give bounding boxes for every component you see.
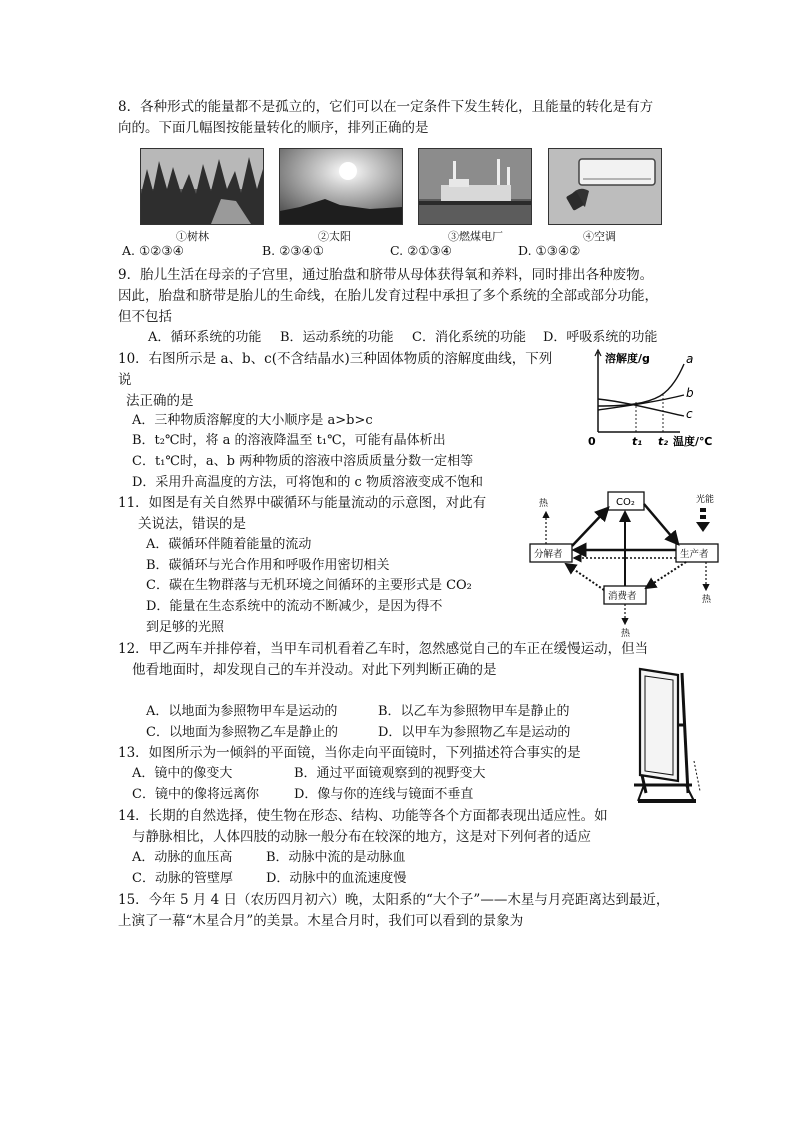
q10-option-d[interactable]: D．采用升高温度的方法，可将饱和的 c 物质溶液变成不饱和 xyxy=(132,475,483,490)
graph-t1: t₁ xyxy=(632,435,643,448)
q13-option-a[interactable]: A．镜中的像变大 xyxy=(132,766,233,781)
q10-stem-line2: 说 xyxy=(118,372,132,388)
q10-option-c[interactable]: C．t₁℃时，a、b 两种物质的溶液中溶质质量分数一定相等 xyxy=(132,454,474,469)
q9-option-c[interactable]: C．消化系统的功能 xyxy=(412,330,526,345)
q15-stem-line2: 上演了一幕“木星合月”的美景。木星合月时，我们可以看到的景象为 xyxy=(118,913,524,929)
decomposer-to-co2-arrow xyxy=(572,508,608,546)
heat-label-producer: 热 xyxy=(702,595,712,605)
q12-option-c[interactable]: C．以地面为参照物乙车是静止的 xyxy=(146,725,338,740)
heat-label-decomposer: 热 xyxy=(539,499,549,509)
co2-label: CO₂ xyxy=(616,497,635,508)
q13-option-b[interactable]: B．通过平面镜观察到的视野变大 xyxy=(294,766,486,781)
graph-xlabel: 温度/℃ xyxy=(673,435,713,448)
q15-stem-line1: 15．今年 5 月 4 日（农历四月初六）晚，太阳系的“大个子”——木星与月亮距离达到最近， xyxy=(118,892,670,908)
q9-stem-line3: 但不包括 xyxy=(118,309,172,325)
q14-option-b[interactable]: B．动脉中流的是动脉血 xyxy=(266,850,406,865)
q12-stem-line1: 12．甲乙两车并排停着，当甲车司机看着乙车时，忽然感觉自己的车正在缓慢运动，但当 xyxy=(118,641,649,657)
q12-stem-line2: 他看地面时，却发现自己的车并没动。对此下列判断正确的是 xyxy=(132,662,497,678)
producer-to-consumer-arrow xyxy=(646,562,686,588)
q9-option-b[interactable]: B．运动系统的功能 xyxy=(280,330,394,345)
curve-a xyxy=(598,364,684,406)
q8-option-a[interactable]: A. ①②③④ xyxy=(122,243,184,258)
graph-ylabel: 溶解度/g xyxy=(605,352,650,365)
co2-to-producer-arrow xyxy=(644,504,678,544)
q8-option-b[interactable]: B. ②③④① xyxy=(262,243,324,258)
graph-t2: t₂ xyxy=(658,435,669,448)
q9-option-a[interactable]: A．循环系统的功能 xyxy=(148,330,262,345)
light-arrow-icon xyxy=(696,522,710,532)
q10-stem-line1: 10．右图所示是 a、b、c(不含结晶水)三种固体物质的溶解度曲线，下列 xyxy=(118,351,553,367)
tilted-mirror-figure xyxy=(634,665,706,807)
q8-caption-4: ④空调 xyxy=(583,230,616,243)
producer-label: 生产者 xyxy=(680,549,709,560)
mirror-stand-right xyxy=(682,673,688,793)
q10-option-b[interactable]: B．t₂℃时，将 a 的溶液降温至 t₁℃，可能有晶体析出 xyxy=(132,433,446,448)
graph-origin: 0 xyxy=(588,435,596,448)
sun-photo xyxy=(279,148,403,225)
power-plant-photo xyxy=(418,148,532,225)
air-conditioner-photo xyxy=(548,148,662,225)
q12-option-a[interactable]: A．以地面为参照物甲车是运动的 xyxy=(146,704,338,719)
consumer-label: 消费者 xyxy=(608,591,637,602)
q11-option-a[interactable]: A．碳循环伴随着能量的流动 xyxy=(146,537,312,552)
mirror-frame xyxy=(640,669,678,781)
q13-option-c[interactable]: C．镜中的像将远离你 xyxy=(132,787,259,802)
q11-option-c[interactable]: C．碳在生物群落与无机环境之间循环的主要形式是 CO₂ xyxy=(146,578,472,593)
curve-c-label: c xyxy=(686,407,693,421)
q10-stem-line3: 法正确的是 xyxy=(126,393,194,409)
q8-caption-1: ①树林 xyxy=(176,230,209,243)
curve-a-label: a xyxy=(686,352,694,366)
q11-stem-line1: 11．如图是有关自然界中碳循环与能量流动的示意图，对此有 xyxy=(118,495,487,511)
q14-stem-line1: 14．长期的自然选择，使生物在形态、结构、功能等各个方面都表现出适应性。如 xyxy=(118,808,608,824)
q13-stem-line1: 13．如图所示为一倾斜的平面镜，当你走向平面镜时，下列描述符合事实的是 xyxy=(118,745,581,761)
q14-option-a[interactable]: A．动脉的血压高 xyxy=(132,850,233,865)
q9-option-d[interactable]: D．呼吸系统的功能 xyxy=(543,330,658,345)
q11-stem-line2: 关说法，错误的是 xyxy=(138,516,246,532)
q9-stem-line2: 因此，胎盘和脐带是胎儿的生命线，在胎儿发育过程中承担了多个系统的全部或部分功能， xyxy=(118,288,658,304)
q8-option-c[interactable]: C. ②①③④ xyxy=(390,243,452,258)
q12-option-d[interactable]: D．以甲车为参照物乙车是运动的 xyxy=(378,725,571,740)
q13-option-d[interactable]: D．像与你的连线与镜面不垂直 xyxy=(294,787,474,802)
q8-option-d[interactable]: D. ①③④② xyxy=(518,243,581,258)
heat-label-consumer: 热 xyxy=(621,629,631,638)
decomposer-label: 分解者 xyxy=(534,549,563,560)
q8-caption-2: ②太阳 xyxy=(318,230,351,243)
q11-option-d[interactable]: D．能量在生态系统中的流动不断减少，是因为得不 xyxy=(146,599,443,614)
q10-option-a[interactable]: A．三种物质溶解度的大小顺序是 a>b>c xyxy=(132,413,373,428)
q9-stem-line1: 9．胎儿生活在母亲的子宫里，通过胎盘和脐带从母体获得氧和养料，同时排出各种废物。 xyxy=(118,267,654,283)
consumer-to-decomposer-arrow xyxy=(566,564,604,590)
carbon-cycle-diagram xyxy=(526,486,724,638)
curve-b-label: b xyxy=(686,386,694,400)
q8-stem-line1: 8．各种形式的能量都不是孤立的，它们可以在一定条件下发生转化，且能量的转化是有方 xyxy=(118,99,654,115)
q8-stem-line2: 向的。下面几幅图按能量转化的顺序，排列正确的是 xyxy=(118,120,429,136)
q14-stem-line2: 与静脉相比，人体四肢的动脉一般分布在较深的地方，这是对下列何者的适应 xyxy=(132,829,591,845)
q8-caption-3: ③燃煤电厂 xyxy=(448,230,503,243)
q11-option-d-cont: 到足够的光照 xyxy=(146,620,225,635)
q14-option-c[interactable]: C．动脉的管壁厚 xyxy=(132,871,233,886)
solubility-graph xyxy=(586,348,721,448)
forest-photo xyxy=(140,148,264,225)
q12-option-b[interactable]: B．以乙车为参照物甲车是静止的 xyxy=(378,704,570,719)
light-label: 光能 xyxy=(696,495,715,505)
q14-option-d[interactable]: D．动脉中的血流速度慢 xyxy=(266,871,407,886)
q11-option-b[interactable]: B．碳循环与光合作用和呼吸作用密切相关 xyxy=(146,558,390,573)
